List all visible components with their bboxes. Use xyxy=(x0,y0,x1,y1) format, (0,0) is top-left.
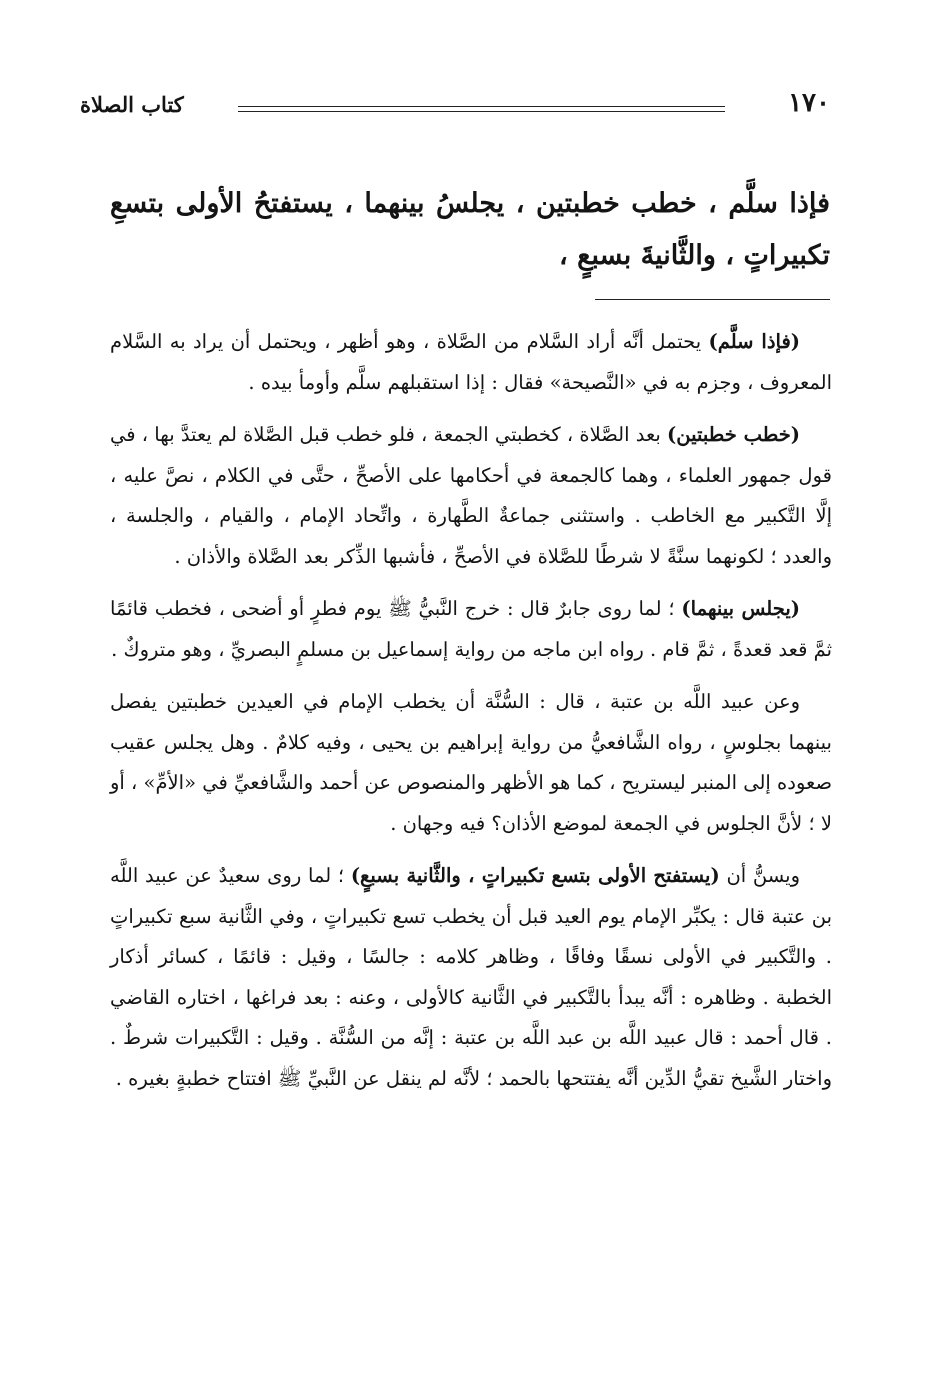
quoted-phrase: (يستفتح الأولى بتسع تكبيراتٍ ، والثَّانية بسبعٍ) xyxy=(350,864,720,887)
quoted-phrase: (خطب خطبتين) xyxy=(667,423,800,446)
running-header xyxy=(80,86,830,126)
header-rule xyxy=(238,106,725,107)
matn-text: فإذا سلَّم ، خطب خطبتين ، يجلسُ بينهما ، يستفتحُ الأولى بتسعِ تكبيراتٍ ، والثَّانيةَ بسبعٍ ، xyxy=(110,188,830,271)
commentary-paragraph xyxy=(110,415,832,577)
commentary-paragraph xyxy=(110,589,832,670)
quoted-phrase: (فإذا سلَّم) xyxy=(708,330,800,353)
footnote-separator xyxy=(595,299,830,300)
paragraph-prefix: ويسنُّ أن xyxy=(719,864,800,887)
paragraph-text: ؛ لما روى جابرٌ قال : خرج النَّبيُّ ﷺ يوم فطرٍ أو أضحى ، فخطب قائمًا ثمَّ قعد قعدةً ، ثمَّ قام . رواه ابن ماجه من رواية إسماعيل بن مسلمٍ البصريِّ ، وهو متروكٌ . xyxy=(110,597,832,661)
header-rule-lower xyxy=(238,111,725,112)
paragraph-text: وعن عبيد اللَّه بن عتبة ، قال : السُّنَّة أن يخطب الإمام في العيدين خطبتين يفصل بينهما بجلوسٍ ، رواه الشَّافعيُّ من رواية إبراهيم بن يحيى ، وفيه كلامٌ . وهل يجلس عقيب صعوده إلى المنبر ليستريح ، كما هو الأظهر والمنصوص عن أحمد والشَّافعيِّ في «الأمِّ» ، أو لا ؛ لأنَّ الجلوس في الجمعة لموضع الأذان؟ فيه وجهان . xyxy=(110,690,832,835)
page-number: ١٧٠ xyxy=(788,88,830,118)
commentary xyxy=(110,322,832,1111)
paragraph-text: بعد الصَّلاة ، كخطبتي الجمعة ، فلو خطب قبل الصَّلاة لم يعتدَّ بها ، في قول جمهور العلماء ، وهما كالجمعة في أحكامها على الأصحِّ ، حتَّى في الكلام ، نصَّ عليه ، إلَّا التَّكبير مع الخاطب . واستثنى جماعةٌ الطَّهارة ، واتِّحاد الإمام ، والقيام ، والجلسة ، والعدد ؛ لكونهما سنَّةً لا شرطًا للصَّلاة في الأصحِّ ، فأشبها الذِّكر بعد الصَّلاة والأذان . xyxy=(110,423,832,568)
book-title: كتاب الصلاة xyxy=(80,92,184,117)
paragraph-text: يحتمل أنَّه أراد السَّلام من الصَّلاة ، وهو أظهر ، ويحتمل أن يراد به السَّلام المعروف ، وجزم به في «النَّصيحة» فقال : إذا استقبلهم سلَّم وأومأ بيده . xyxy=(110,330,832,394)
commentary-paragraph xyxy=(110,856,832,1099)
quoted-phrase: (يجلس بينهما) xyxy=(681,597,800,620)
commentary-paragraph xyxy=(110,682,832,844)
paragraph-text: ؛ لما روى سعيدٌ عن عبيد اللَّه بن عتبة قال : يكبِّر الإمام يوم العيد قبل أن يخطب تسع تكبيراتٍ ، وفي الثَّانية سبع تكبيراتٍ . والتَّكبير في الأولى نسقًا وفاقًا ، وظاهر كلامه : جالسًا ، وقيل : قائمًا ، كسائر أذكار الخطبة . وظاهره : أنَّه يبدأ بالتَّكبير في الثَّانية كالأولى ، وعنه : بعد فراغها ، اختاره القاضي . قال أحمد : قال عبيد اللَّه بن عبد اللَّه بن عتبة : إنَّه من السُّنَّة . وقيل : التَّكبيرات شرطٌ . واختار الشَّيخ تقيُّ الدِّين أنَّه يفتتحها بالحمد ؛ لأنَّه لم ينقل عن النَّبيِّ ﷺ افتتاح خطبةٍ بغيره . xyxy=(110,864,832,1090)
commentary-paragraph xyxy=(110,322,832,403)
